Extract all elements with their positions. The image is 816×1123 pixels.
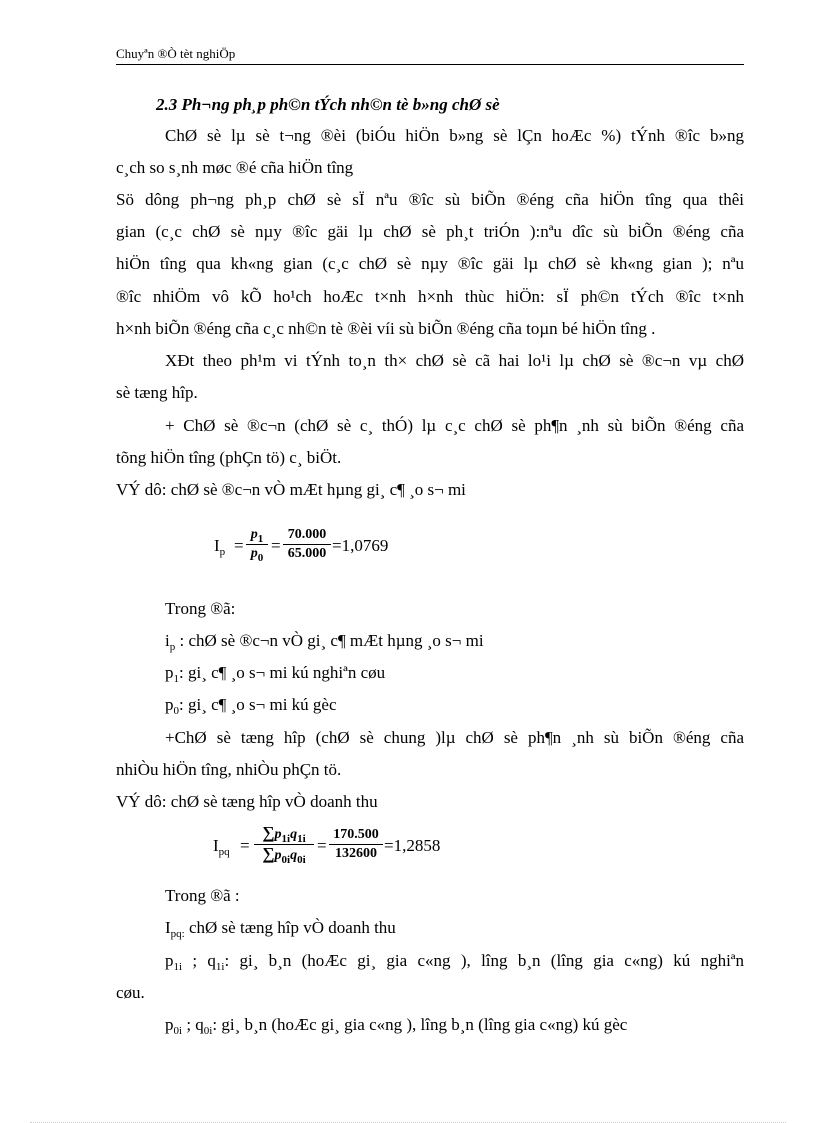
definition-line: $i_p$ : chØ sè ®c¬n vÒ gi¸ c¶ mÆt hµng ¸o s¬ mi (165, 631, 484, 653)
example-line: VÝ dô: chØ sè ®c¬n vÒ mÆt hµng gi¸ c¶ ¸o s¬ mi (116, 480, 466, 499)
paragraph-line: nhiÒu hiÖn tîng, nhiÒu phÇn tö. (116, 760, 342, 779)
paragraph-line: h×nh biÕn ®éng cña c¸c nh©n tè ®èi víi sù biÕn ®éng cña toµn bé hiÖn tîng . (116, 319, 656, 338)
formula-lhs: $I_{pq}$ (213, 836, 230, 858)
paragraph-line: gian (c¸c chØ sè nµy ®îc gäi lµ chØ sè ph¸t triÓn ):nªu dîc sù biÕn ®éng cña (116, 222, 744, 241)
definition-line: $p_1$: gi¸ c¶ ¸o s¬ mi kú nghiªn cøu (165, 663, 386, 685)
formula-fraction-symbolic: $p_1$ $p_0$ (245, 526, 269, 563)
paragraph-line: hiÖn tîng qua kh«ng gian (c¸c chØ sè nµy ®îc gäi lµ chØ sè kh«ng gian ); nªu (116, 254, 744, 273)
where-label: Trong ®ã : (165, 886, 240, 905)
paragraph-line: Sö dông ph¬ng ph¸p chØ sè sÏ nªu ®îc sù biÕn ®éng cña hiÖn tîng qua thêi (116, 190, 744, 209)
document-header: Chuyªn ®Ò tèt nghiÖp (116, 46, 236, 61)
where-label: Trong ®ã: (165, 599, 236, 618)
formula-fraction-numeric: 170.500 132600 (328, 826, 384, 863)
paragraph-line: ChØ sè lµ sè t¬ng ®èi (biÓu hiÖn b»ng sè lÇn hoÆc %) tÝnh ®îc b»ng (165, 126, 744, 145)
formula-lhs: $I_p$ (214, 536, 226, 558)
paragraph-line: XÐt theo ph¹m vi tÝnh to¸n th× chØ sè cã hai lo¹i lµ chØ sè ®c¬n vµ chØ (165, 351, 744, 370)
paragraph-line: +ChØ sè tæng hîp (chØ sè chung )lµ chØ sè ph¶n ¸nh sù biÕn ®éng cña (165, 728, 744, 747)
formula-result: =1,2858 (384, 836, 441, 855)
formula-fraction-symbolic: $\sum p_{1i}q_{1i}$ $\sum p_{0i}q_{0i}$ (253, 824, 315, 865)
paragraph-line: ®îc nhiÖm vô kÕ ho¹ch hoÆc t×nh h×nh thùc hiÖn: sÏ ph©n tÝch ®îc t×nh (116, 287, 744, 306)
example-line: VÝ dô: chØ sè tæng hîp vÒ doanh thu (116, 792, 378, 811)
formula-equals: = (317, 836, 327, 855)
paragraph-line: tõng hiÖn tîng (phÇn tö) c¸ biÖt. (116, 448, 342, 467)
formula-equals: = (234, 536, 244, 555)
formula-equals: = (271, 536, 281, 555)
formula-price-index (214, 524, 454, 570)
header-divider (116, 64, 744, 65)
formula-fraction-numeric: 70.000 65.000 (282, 526, 332, 563)
formula-result: =1,0769 (332, 536, 389, 555)
definition-line: $p_{1i}$ ; $q_{1i}$: gi¸ b¸n (hoÆc gi¸ gia c«ng ), lîng b¸n (lîng gia c«ng) kú nghiªn (165, 951, 744, 973)
formula-equals: = (240, 836, 250, 855)
definition-line: cøu. (116, 983, 145, 1002)
paragraph-line: sè tæng hîp. (116, 383, 198, 402)
paragraph-line: c¸ch so s¸nh møc ®é cña hiÖn tîng (116, 158, 354, 177)
definition-line: $I_{pq:}$ chØ sè tæng hîp vÒ doanh thu (165, 918, 396, 940)
paragraph-line: + ChØ sè ®c¬n (chØ sè c¸ thÓ) lµ c¸c chØ sè ph¶n ¸nh sù biÕn ®éng cña (165, 416, 744, 435)
section-heading: 2.3 Ph¬ng ph¸p ph©n tÝch nh©n tè b»ng chØ sè (156, 95, 500, 114)
definition-line: $p_{0i}$ ; $q_{0i}$: gi¸ b¸n (hoÆc gi¸ gia c«ng ), lîng b¸n (lîng gia c«ng) kú gèc (165, 1015, 628, 1037)
definition-line: $p_0$: gi¸ c¶ ¸o s¬ mi kú gèc (165, 695, 337, 717)
formula-revenue-index (213, 822, 473, 870)
